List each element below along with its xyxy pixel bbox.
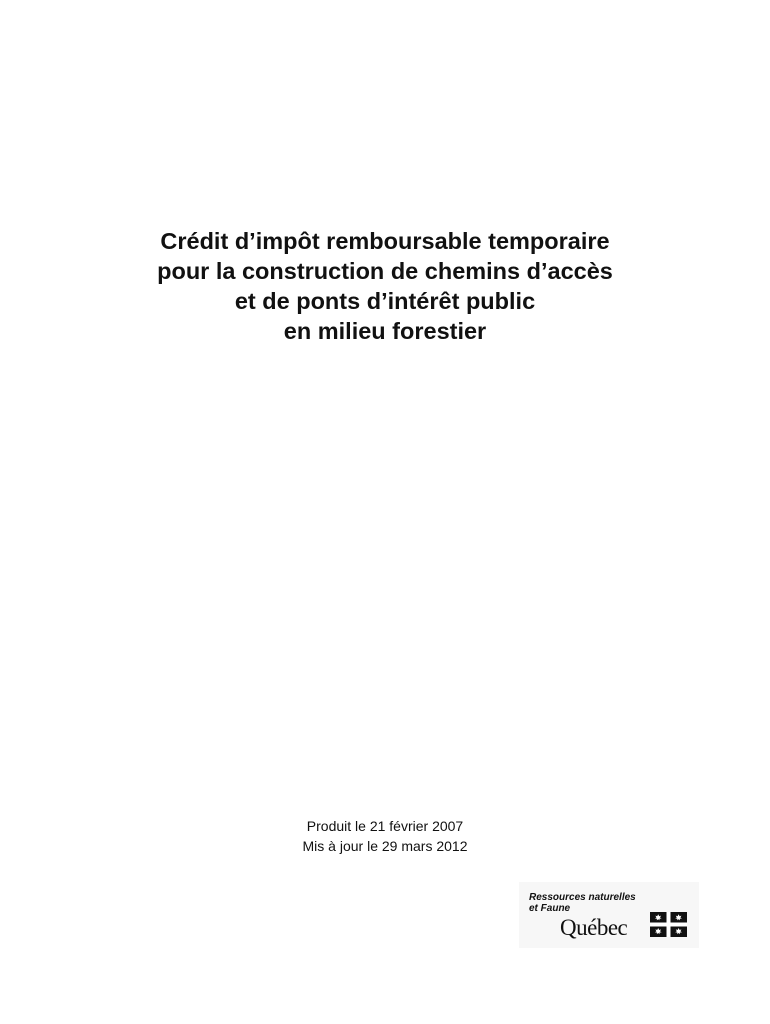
title-line-2: pour la construction de chemins d’accès — [157, 258, 613, 284]
document-title — [0, 226, 770, 346]
quebec-flag-icon — [650, 912, 687, 937]
updated-date: Mis à jour le 29 mars 2012 — [302, 838, 468, 854]
document-dates — [0, 816, 770, 856]
ministry-name-line-1: Ressources naturelles — [529, 892, 636, 903]
title-line-3: et de ponts d’intérêt public — [234, 288, 536, 314]
ministry-logo — [519, 882, 699, 948]
title-line-4: en milieu forestier — [283, 318, 487, 344]
ministry-name — [529, 892, 636, 914]
ministry-name-line-2: et Faune — [529, 903, 571, 914]
produced-date: Produit le 21 février 2007 — [306, 818, 464, 834]
quebec-wordmark: Québec — [560, 915, 628, 940]
title-line-1: Crédit d’impôt remboursable temporaire — [160, 228, 610, 254]
